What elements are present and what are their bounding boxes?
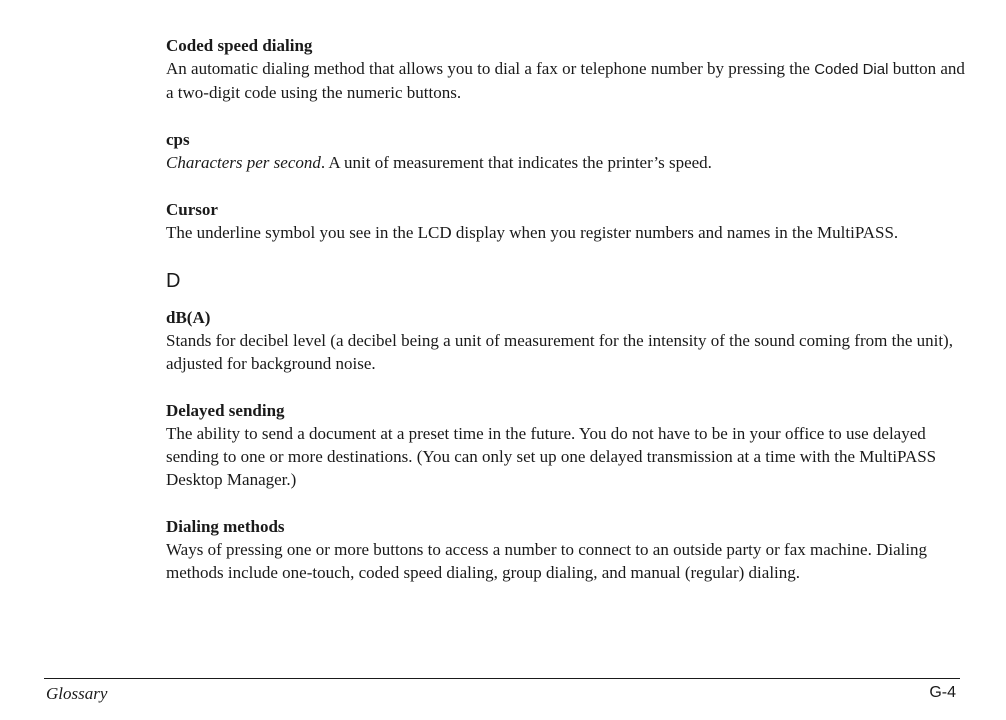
- definition-text: button and a two-digit code using the numeric buttons.: [166, 59, 965, 102]
- coded-dial-button-label: Coded Dial: [814, 61, 889, 78]
- definition-text: An automatic dialing method that allows you to dial a fax or telephone number by pressing the: [166, 59, 815, 78]
- glossary-definition: The underline symbol you see in the LCD display when you register numbers and names in the MultiPASS.: [166, 223, 899, 242]
- glossary-term: Coded speed dialing: [166, 36, 313, 55]
- glossary-entry-delayed-sending: [166, 399, 966, 491]
- glossary-entry-coded-speed-dialing: [166, 34, 966, 104]
- glossary-definition: The ability to send a document at a preset time in the future. You do not have to be in your office to use delayed sending to one or more destinations. (You can only set up one delayed transmission at a time with the MultiPASS Desktop Manager.): [166, 424, 937, 489]
- glossary-term: dB(A): [166, 308, 211, 327]
- glossary-entry-dba: [166, 306, 966, 375]
- glossary-definition: Ways of pressing one or more buttons to access a number to connect to an outside party or fax machine. Dialing methods include one-touch, coded speed dialing, group dialing, and manual (regular) dialing.: [166, 540, 928, 582]
- definition-italic: Characters per second: [166, 153, 321, 172]
- glossary-term: Delayed sending: [166, 401, 285, 420]
- glossary-entry-dialing-methods: [166, 515, 966, 584]
- section-letter: D: [166, 270, 181, 292]
- glossary-term: cps: [166, 130, 190, 149]
- glossary-definition: Stands for decibel level (a decibel being a unit of measurement for the intensity of the sound coming from the unit), adjusted for background noise.: [166, 331, 953, 373]
- glossary-entry-cps: [166, 128, 966, 174]
- glossary-definition: [166, 57, 966, 104]
- footer-section-name: Glossary: [46, 684, 108, 703]
- footer-divider: [44, 678, 960, 679]
- glossary-content: [166, 34, 966, 608]
- glossary-term: Cursor: [166, 200, 218, 219]
- definition-text: . A unit of measurement that indicates the printer’s speed.: [320, 153, 712, 172]
- footer-page-number: G-4: [929, 684, 956, 701]
- glossary-definition: [166, 151, 966, 174]
- glossary-term: Dialing methods: [166, 517, 285, 536]
- glossary-entry-cursor: [166, 198, 966, 244]
